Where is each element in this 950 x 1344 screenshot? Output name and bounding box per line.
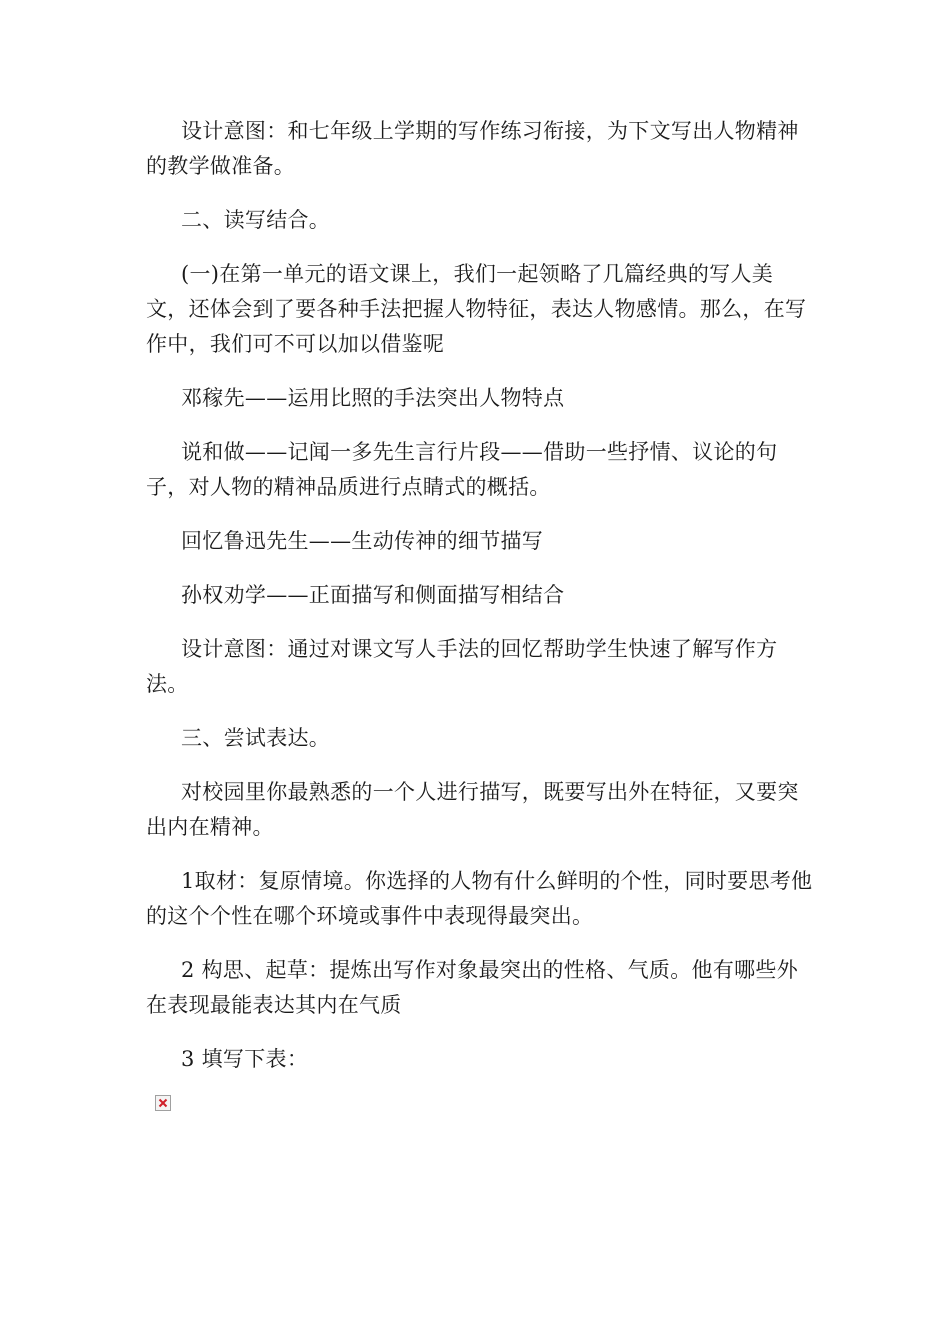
paragraph: 1取材：复原情境。你选择的人物有什么鲜明的个性，同时要思考他的这个个性在哪个环境或事件中表现得最突出。	[146, 869, 813, 928]
paragraph: 设计意图：和七年级上学期的写作练习衔接，为下文写出人物精神的教学做准备。	[146, 119, 799, 178]
paragraph: 孙权劝学——正面描写和侧面描写相结合	[181, 583, 565, 607]
paragraph: (一)在第一单元的语文课上，我们一起领略了几篇经典的写人美文，还体会到了要各种手法把握人物特征，表达人物感情。那么，在写作中，我们可不可以加以借鉴呢	[146, 262, 807, 356]
document-body	[146, 114, 814, 1077]
paragraph: 2 构思、起草：提炼出写作对象最突出的性格、气质。他有哪些外在表现最能表达其内在气质	[146, 958, 799, 1017]
paragraph: 邓稼先——运用比照的手法突出人物特点	[181, 386, 565, 410]
paragraph: 说和做——记闻一多先生言行片段——借助一些抒情、议论的句子，对人物的精神品质进行点睛式的概括。	[146, 440, 778, 499]
paragraph: 对校园里你最熟悉的一个人进行描写，既要写出外在特征，又要突出内在精神。	[146, 780, 799, 839]
paragraph: 3 填写下表：	[181, 1047, 309, 1071]
paragraph: 二、读写结合。	[181, 208, 331, 232]
paragraph: 三、尝试表达。	[181, 726, 331, 750]
broken-image-icon	[155, 1095, 171, 1111]
paragraph: 设计意图：通过对课文写人手法的回忆帮助学生快速了解写作方法。	[146, 637, 778, 696]
paragraph: 回忆鲁迅先生——生动传神的细节描写	[181, 529, 544, 553]
